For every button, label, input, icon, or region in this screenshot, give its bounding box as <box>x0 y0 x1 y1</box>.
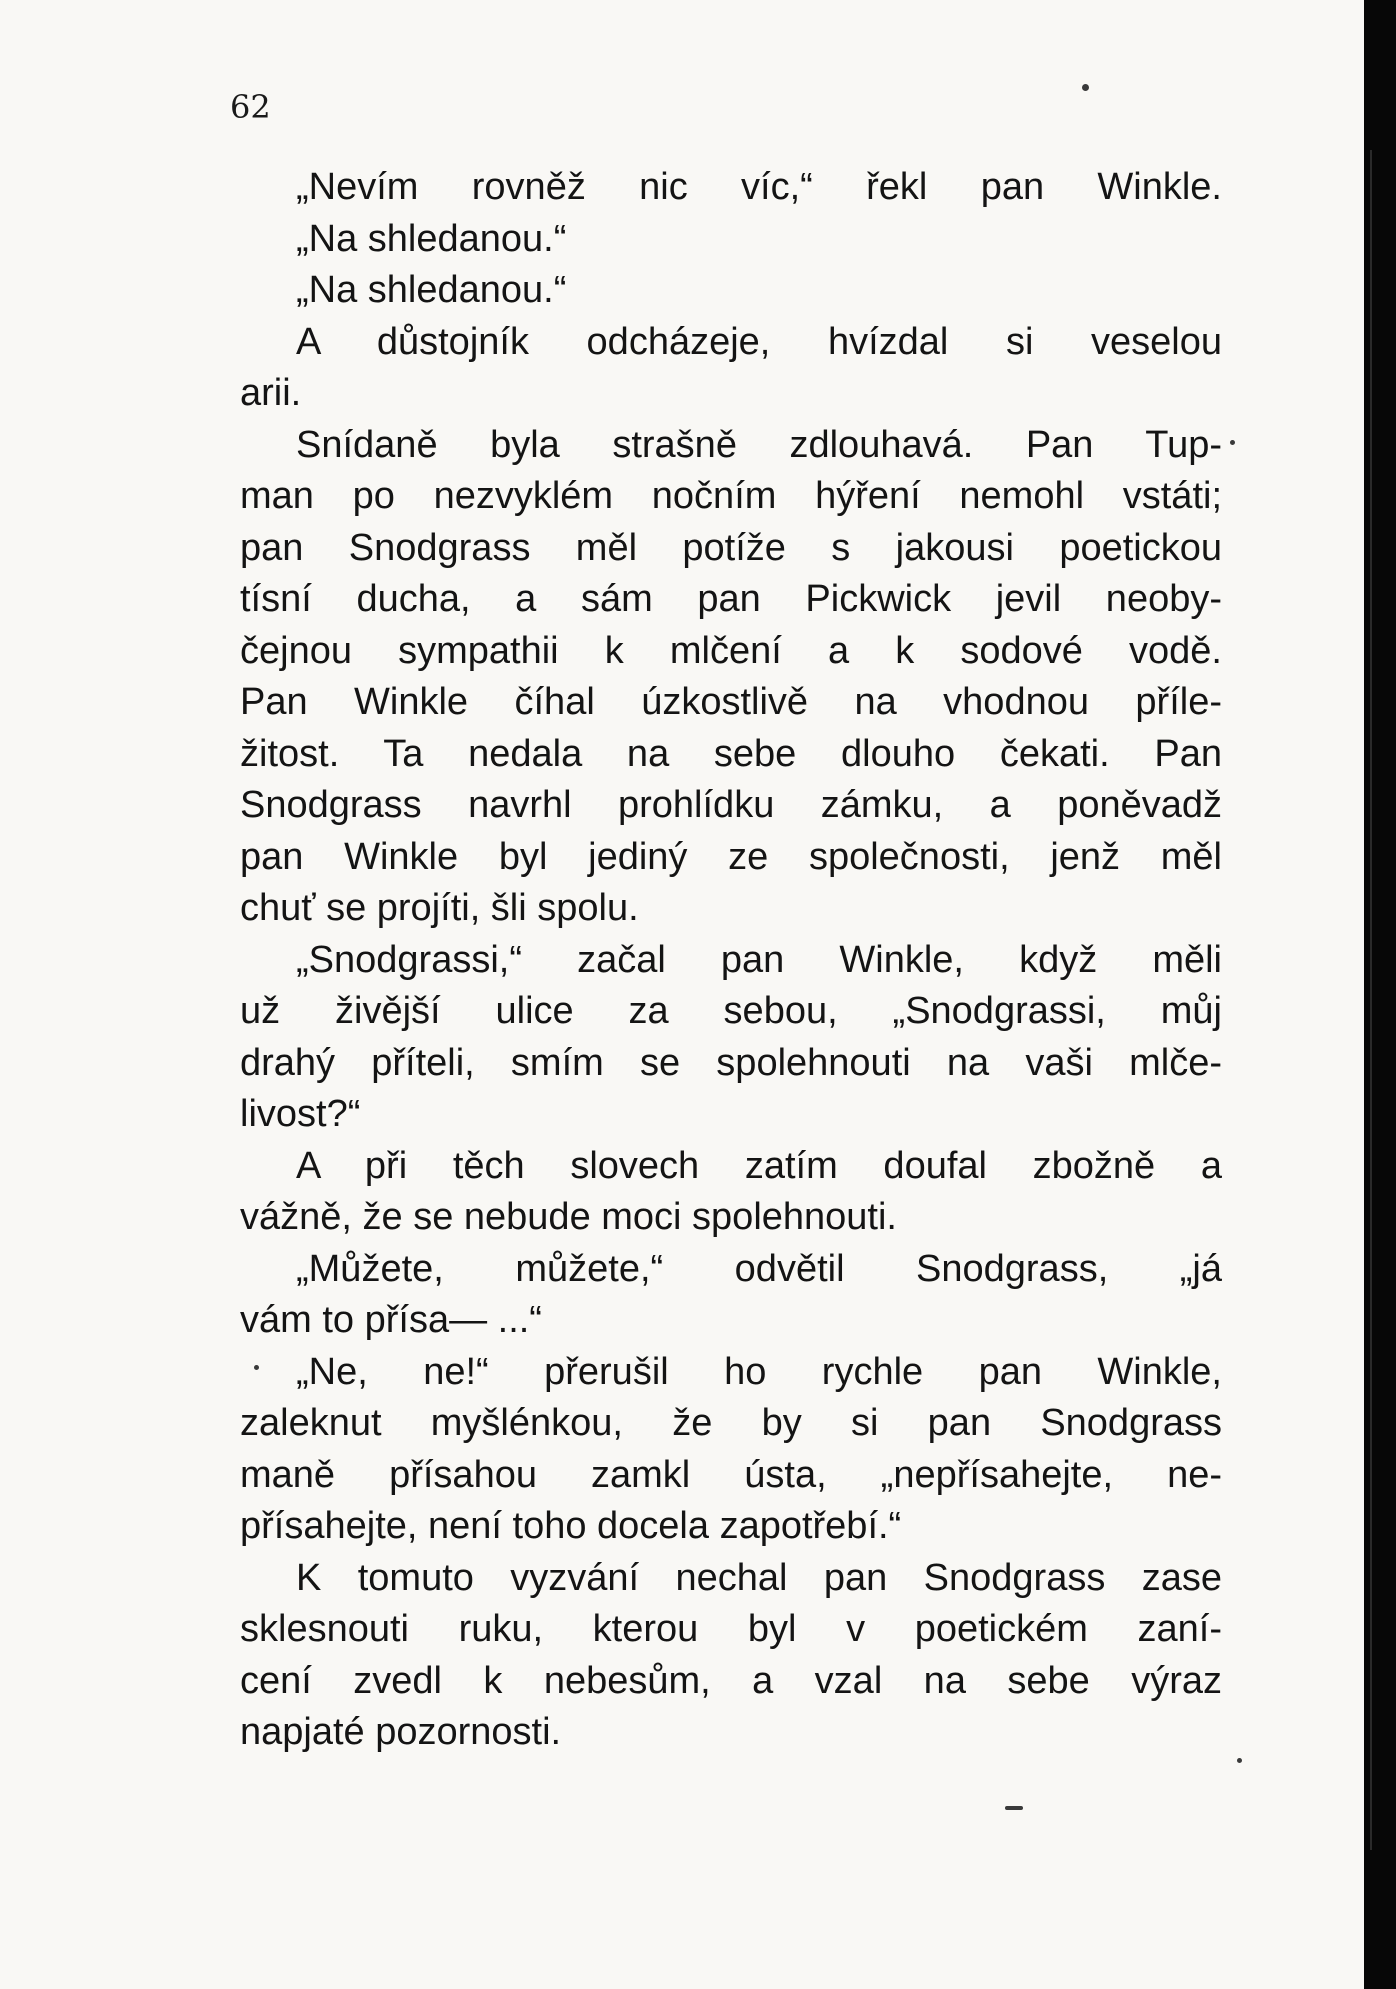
text-line: A důstojník odcházeje, hvízdal si veselou <box>296 320 1222 363</box>
scan-border-line <box>1370 150 1372 1850</box>
print-speck <box>1082 84 1089 91</box>
text-line: K tomuto vyzvání nechal pan Snodgrass zase <box>296 1556 1222 1599</box>
print-speck <box>1237 1758 1242 1763</box>
body-text <box>240 162 1222 1759</box>
text-line: „Na shledanou.“ <box>296 217 567 260</box>
text-line: už živější ulice za sebou, „Snodgrassi, můj <box>240 990 1222 1032</box>
print-speck <box>1005 1806 1023 1810</box>
page-number: 62 <box>230 88 271 126</box>
text-line: „Můžete, můžete,“ odvětil Snodgrass, „já <box>296 1247 1222 1290</box>
text-line: „Na shledanou.“ <box>296 269 567 311</box>
text-line: man po nezvyklém nočním hýření nemohl vstáti; <box>240 475 1222 517</box>
text-line: chuť se projíti, šli spolu. <box>240 887 639 929</box>
text-line: pan Winkle byl jediný ze společnosti, jenž měl <box>240 835 1222 878</box>
text-line: livost?“ <box>240 1093 361 1135</box>
text-line: Pan Winkle číhal úzkostlivě na vhodnou příle- <box>240 681 1222 723</box>
text-line: maně přísahou zamkl ústa, „nepřísahejte, ne- <box>240 1453 1222 1496</box>
text-line: vám to přísa— ...“ <box>240 1299 542 1341</box>
text-line: „Nevím rovněž nic víc,“ řekl pan Winkle. <box>296 166 1222 208</box>
text-line: sklesnouti ruku, kterou byl v poetickém zaní- <box>240 1608 1222 1650</box>
print-speck <box>254 1365 259 1370</box>
text-line: arii. <box>240 372 302 414</box>
text-line: „Ne, ne!“ přerušil ho rychle pan Winkle, <box>296 1350 1222 1393</box>
text-line: A při těch slovech zatím doufal zbožně a <box>296 1144 1222 1187</box>
scan-border <box>1364 0 1396 1989</box>
text-line: napjaté pozornosti. <box>240 1711 562 1753</box>
text-line: „Snodgrassi,“ začal pan Winkle, když měli <box>296 938 1222 981</box>
print-speck <box>1230 440 1235 445</box>
text-line: drahý příteli, smím se spolehnouti na vaši mlče- <box>240 1041 1222 1084</box>
text-line: cení zvedl k nebesům, a vzal na sebe výraz <box>240 1659 1222 1702</box>
text-line: Snodgrass navrhl prohlídku zámku, a poněvadž <box>240 784 1222 826</box>
text-line: tísní ducha, a sám pan Pickwick jevil neoby- <box>240 578 1222 620</box>
text-line: Snídaně byla strašně zdlouhavá. Pan Tup- <box>296 423 1222 466</box>
text-line: žitost. Ta nedala na sebe dlouho čekati. Pan <box>240 732 1222 775</box>
text-line: zaleknut myšlénkou, že by si pan Snodgrass <box>240 1402 1222 1444</box>
text-line: pan Snodgrass měl potíže s jakousi poetickou <box>240 526 1222 569</box>
text-line: vážně, že se nebude moci spolehnouti. <box>240 1196 897 1238</box>
text-line: přísahejte, není toho docela zapotřebí.“ <box>240 1505 902 1547</box>
text-line: čejnou sympathii k mlčení a k sodové vodě. <box>240 629 1222 672</box>
